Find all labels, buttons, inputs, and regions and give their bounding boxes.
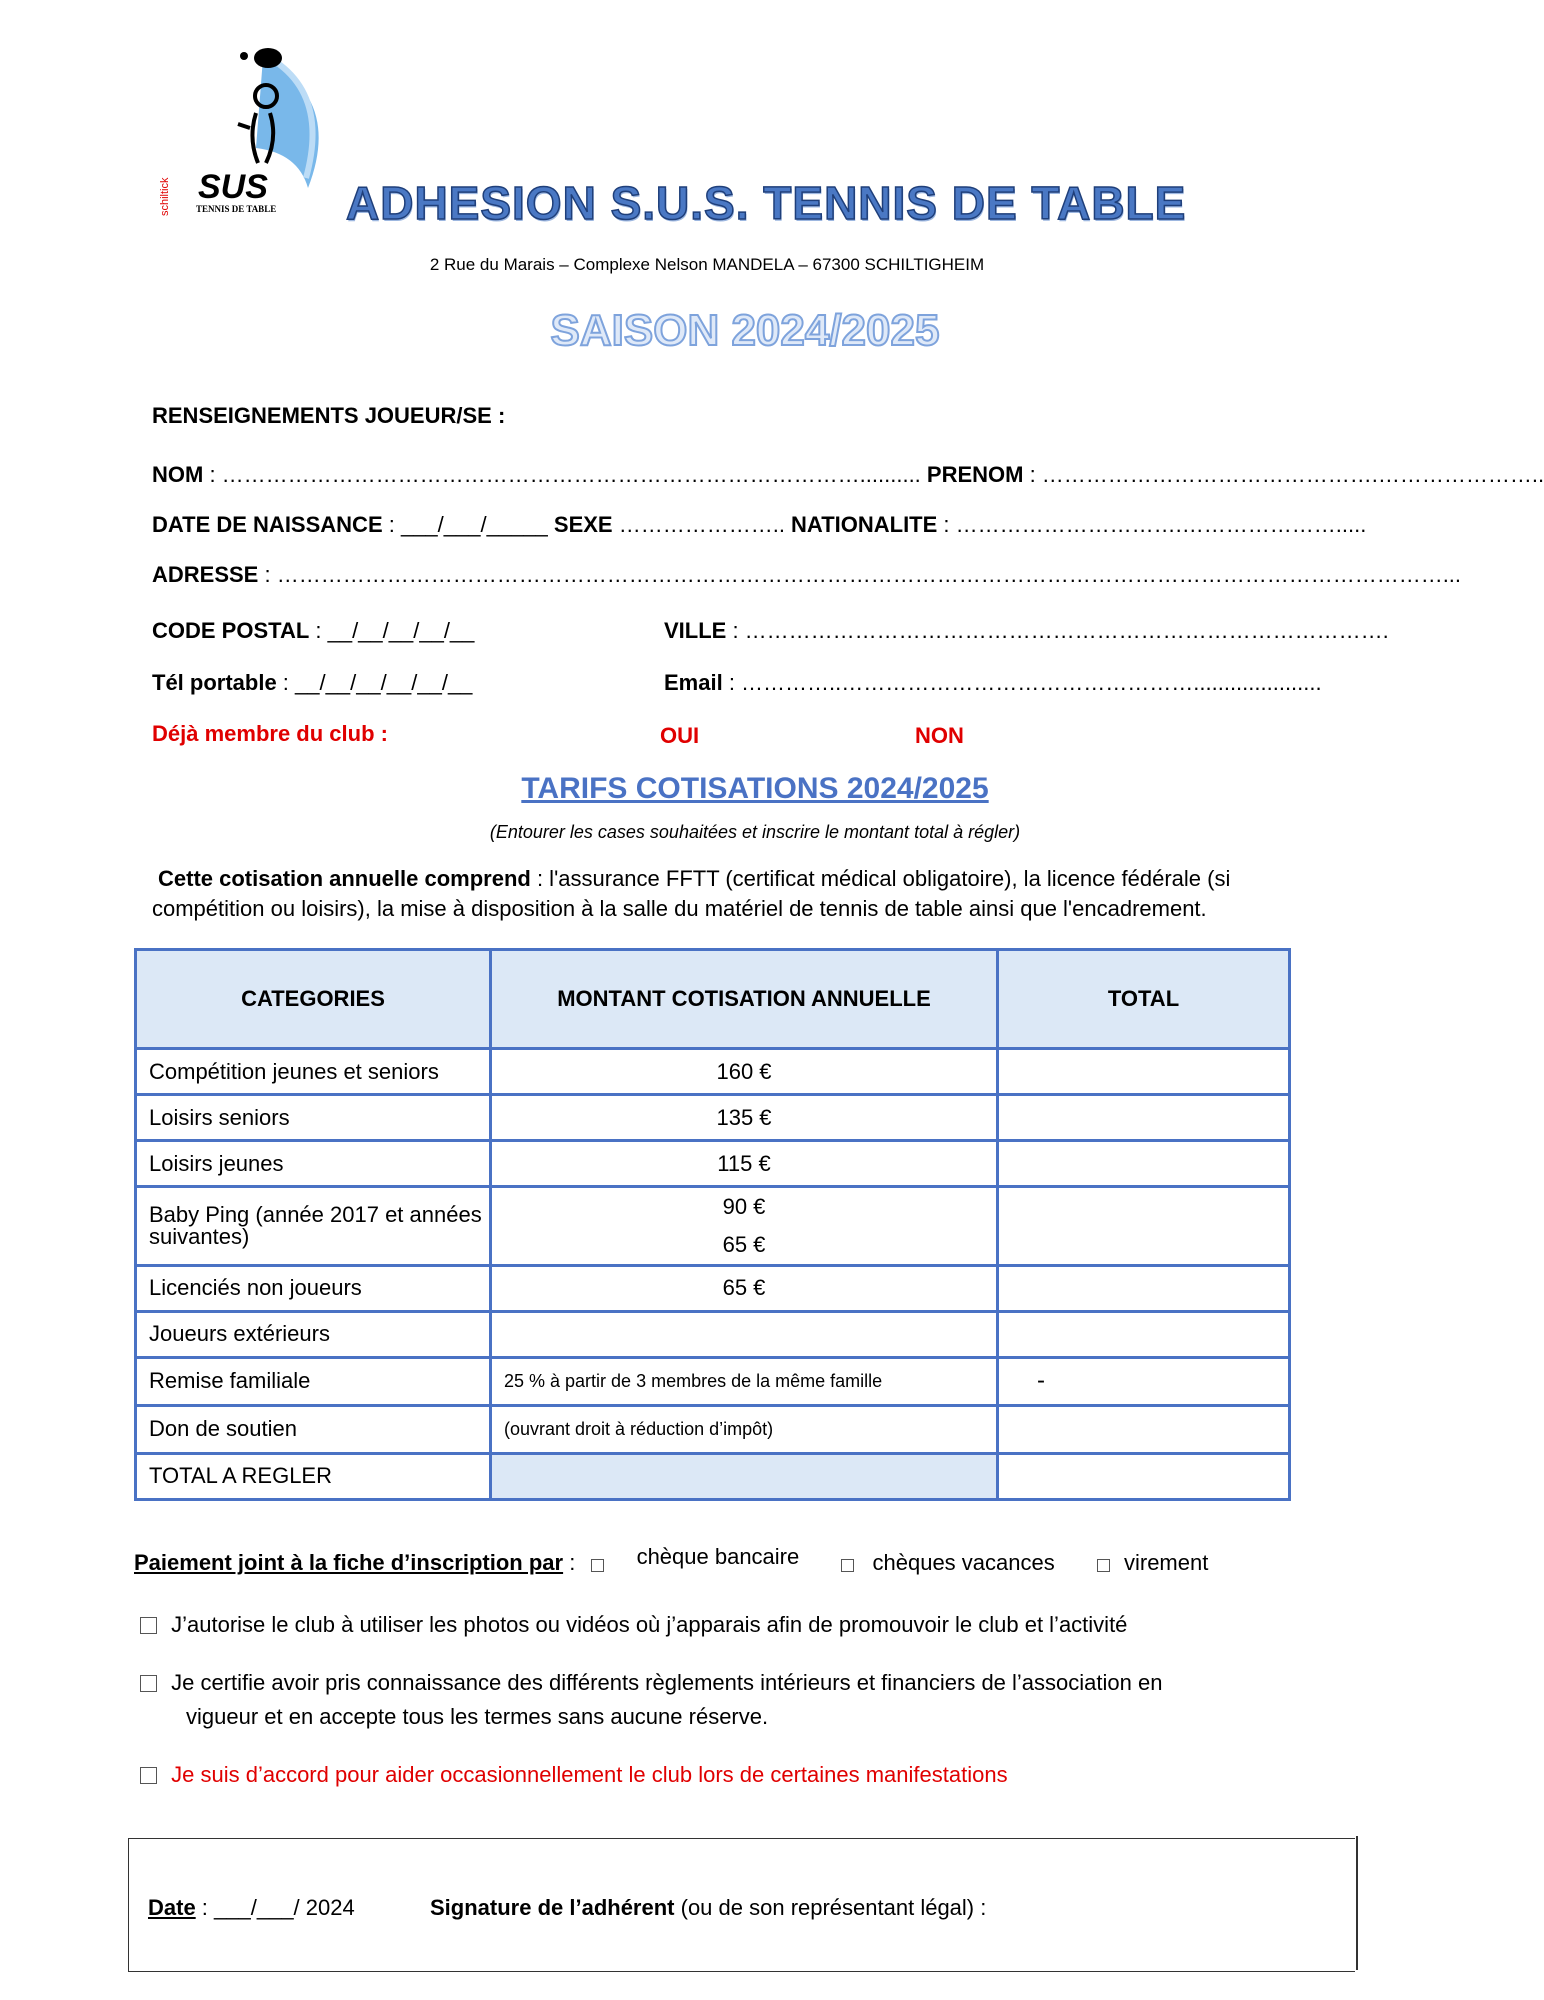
row-category: Loisirs seniors <box>136 1095 491 1141</box>
row-total[interactable]: - <box>998 1357 1290 1405</box>
tarifs-intro <box>158 866 1230 892</box>
logo-text: SUS <box>198 168 268 206</box>
payment-colon: : <box>563 1550 582 1575</box>
season-title: SAISON 2024/2025 <box>550 306 940 355</box>
cp-line <box>152 618 474 644</box>
section-title-player: RENSEIGNEMENTS JOUEUR/SE : <box>152 403 506 428</box>
consent-photos-text: J’autorise le club à utiliser les photos ou vidéos où j’apparais afin de promouvoir le club et l’activité <box>171 1612 1128 1637</box>
prenom-label: PRENOM <box>926 462 1024 487</box>
table-row <box>136 1265 1290 1311</box>
member-yes[interactable]: OUI <box>660 723 700 748</box>
table-row <box>136 1311 1290 1357</box>
row-category: Don de soutien <box>136 1405 491 1453</box>
member-label: Déjà membre du club : <box>152 721 388 746</box>
consent-photos <box>140 1612 1127 1638</box>
row-amount-primary: 90 € <box>722 1193 766 1219</box>
consent-volunteer <box>140 1762 1008 1788</box>
signature-label: Signature de l’adhérent <box>430 1895 675 1920</box>
table-row <box>136 1049 1290 1095</box>
consent-volunteer-text: Je suis d’accord pour aider occasionnellement le club lors de certaines manifestations <box>171 1762 1008 1787</box>
cp-field[interactable]: : __/__/__/__/__ <box>309 618 475 643</box>
row-total[interactable] <box>998 1265 1290 1311</box>
nationalite-field[interactable]: : ………………………….…………………..... <box>937 512 1367 537</box>
logo-subtext: TENNIS DE TABLE <box>196 204 277 214</box>
payment-option-cheque: chèque bancaire <box>636 1544 800 1569</box>
table-header-row <box>136 950 1290 1049</box>
dob-line <box>152 512 1366 538</box>
ville-line <box>664 618 1389 644</box>
row-amount-secondary: 65 € <box>722 1231 766 1257</box>
sexe-label: SEXE <box>553 512 613 537</box>
dob-field[interactable]: : ___/___/_____ <box>382 512 554 537</box>
payment-checkbox-vacances[interactable] <box>841 1559 854 1572</box>
row-amount <box>491 1453 998 1499</box>
tarifs-intro-bold: Cette cotisation annuelle comprend <box>158 866 531 891</box>
consent-rules <box>140 1670 1162 1696</box>
nationalite-label: NATIONALITE <box>791 512 938 537</box>
dob-label: DATE DE NAISSANCE <box>152 512 383 537</box>
table-row <box>136 1405 1290 1453</box>
cp-label: CODE POSTAL <box>152 618 310 643</box>
payment-option-vacances: chèques vacances <box>872 1550 1055 1575</box>
date-label: Date <box>148 1895 196 1920</box>
consent-volunteer-checkbox[interactable] <box>140 1767 157 1784</box>
tarifs-intro-rest: : l'assurance FFTT (certificat médical obligatoire), la licence fédérale (si <box>530 866 1231 891</box>
row-total[interactable] <box>998 1187 1290 1265</box>
consent-rules-text: Je certifie avoir pris connaissance des différents règlements intérieurs et financiers de l’association en <box>171 1670 1163 1695</box>
adresse-line <box>152 562 1461 588</box>
tarifs-title: TARIFS COTISATIONS 2024/2025 <box>521 772 989 805</box>
email-label: Email <box>664 670 723 695</box>
signature-box-right-border <box>1356 1836 1358 1970</box>
row-category: Joueurs extérieurs <box>136 1311 491 1357</box>
row-category: Baby Ping (année 2017 et années suivantes) <box>136 1187 491 1265</box>
club-address: 2 Rue du Marais – Complexe Nelson MANDELA – 67300 SCHILTIGHEIM <box>429 255 985 274</box>
row-amount[interactable] <box>491 1187 998 1265</box>
table-row <box>136 1187 1290 1265</box>
table-row <box>136 1095 1290 1141</box>
row-total[interactable] <box>998 1453 1290 1499</box>
consent-photos-checkbox[interactable] <box>140 1617 157 1634</box>
row-total[interactable] <box>998 1049 1290 1095</box>
row-amount[interactable]: 65 € <box>491 1265 998 1311</box>
row-total[interactable] <box>998 1141 1290 1187</box>
signature-label-rest: (ou de son représentant légal) : <box>674 1895 987 1920</box>
table-row <box>136 1453 1290 1499</box>
row-total[interactable] <box>998 1095 1290 1141</box>
payment-label: Paiement joint à la fiche d’inscription par <box>134 1550 564 1575</box>
payment-checkbox-virement[interactable] <box>1097 1559 1110 1572</box>
tel-field[interactable]: : __/__/__/__/__/__ <box>276 670 473 695</box>
nom-field[interactable]: : …………………………………………………………………………….......... <box>203 462 927 487</box>
payment-option-virement: virement <box>1123 1550 1209 1575</box>
nom-label: NOM <box>152 462 204 487</box>
club-logo <box>138 38 353 223</box>
prenom-field[interactable]: : ……………………………………….………………….. <box>1023 462 1544 487</box>
member-no[interactable]: NON <box>915 723 964 748</box>
row-amount: (ouvrant droit à réduction d’impôt) <box>491 1405 998 1453</box>
row-amount: 25 % à partir de 3 membres de la même famille <box>491 1357 998 1405</box>
payment-line <box>134 1544 1209 1576</box>
ville-field[interactable]: : ……………………………………………………………………………. <box>726 618 1389 643</box>
date-field[interactable]: : ___/___/ 2024 <box>195 1895 355 1920</box>
row-amount[interactable]: 135 € <box>491 1095 998 1141</box>
sexe-field[interactable]: ………………….. <box>612 512 792 537</box>
signature-label-line <box>430 1895 986 1921</box>
header-montant: MONTANT COTISATION ANNUELLE <box>491 950 998 1049</box>
row-amount[interactable]: 160 € <box>491 1049 998 1095</box>
tel-label: Tél portable <box>152 670 277 695</box>
row-category: Licenciés non joueurs <box>136 1265 491 1311</box>
row-total[interactable] <box>998 1405 1290 1453</box>
row-category: Remise familiale <box>136 1357 491 1405</box>
logo-side-text: schiltick <box>159 177 171 216</box>
consent-rules-text-line2: vigueur et en accepte tous les termes sans aucune réserve. <box>186 1704 769 1729</box>
header-total: TOTAL <box>998 950 1290 1049</box>
email-line <box>664 670 1322 696</box>
row-total[interactable] <box>998 1311 1290 1357</box>
row-category: Compétition jeunes et seniors <box>136 1049 491 1095</box>
fees-table <box>134 948 1291 1501</box>
nom-prenom-line <box>152 462 1544 488</box>
row-amount[interactable] <box>491 1311 998 1357</box>
email-field[interactable]: : …………..…………………………………………..................... <box>722 670 1322 695</box>
consent-rules-checkbox[interactable] <box>140 1675 157 1692</box>
ville-label: VILLE <box>664 618 727 643</box>
header-categories: CATEGORIES <box>136 950 491 1049</box>
table-row <box>136 1141 1290 1187</box>
row-category: Loisirs jeunes <box>136 1141 491 1187</box>
row-category: TOTAL A REGLER <box>136 1453 491 1499</box>
row-amount[interactable]: 115 € <box>491 1141 998 1187</box>
adresse-label: ADRESSE <box>152 562 259 587</box>
tel-line <box>152 670 472 696</box>
adresse-field[interactable]: : ……………………………………………………………………………………………………………………………………………... <box>258 562 1462 587</box>
tarifs-intro-line2: compétition ou loisirs), la mise à disposition à la salle du matériel de tennis de table ainsi que l'encadrement. <box>152 896 1207 921</box>
payment-checkbox-cheque[interactable] <box>591 1559 604 1572</box>
table-row <box>136 1357 1290 1405</box>
tarifs-subtitle: (Entourer les cases souhaitées et inscrire le montant total à régler) <box>489 822 1021 842</box>
page-title: ADHESION S.U.S. TENNIS DE TABLE <box>346 177 1187 229</box>
signature-date-line <box>148 1895 355 1921</box>
